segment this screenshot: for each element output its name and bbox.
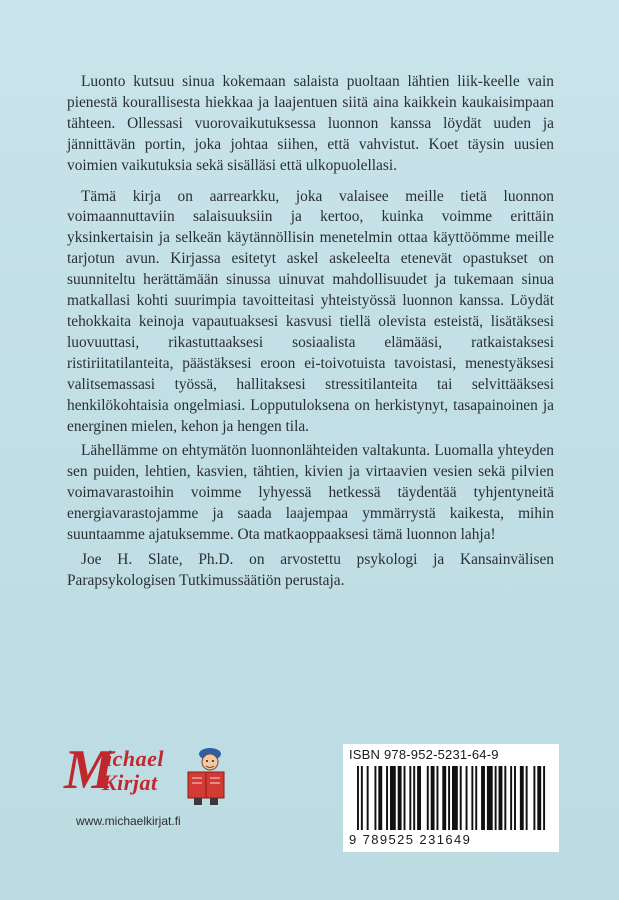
publisher-logo bbox=[62, 739, 232, 842]
logo-initial: M bbox=[64, 739, 114, 801]
blurb-paragraph-1: Luonto kutsuu sinua kokemaan salaista puoltaan lähtien liik-keelle vain pienestä kourallisesta hiekkaa ja laajentuen siitä aina kaikkein kaukaisimpaan tähteen. Ollessasi vuorovaikutuksessa luonnon kanssa löydät uuden ja jännittävän portin, joka johtaa siihen, että vahvistut. Koet täysin uusien voimien vaikutuksia sekä sisälläsi että ulkopuolellasi. bbox=[67, 73, 554, 174]
barcode-icon bbox=[357, 766, 547, 830]
reading-figure-icon bbox=[180, 742, 232, 806]
author-bio: Joe H. Slate, Ph.D. on arvostettu psykologi ja Kansainvälisen Parapsykologisen Tutkimussäätiön perustaja. bbox=[67, 550, 554, 589]
logo-word-top: ichael bbox=[106, 746, 164, 771]
isbn-barcode-box bbox=[343, 744, 559, 852]
blurb-paragraph-3: Lähellämme on ehtymätön luonnonlähteiden valtakunta. Luomalla yhteyden sen puiden, lehtien, kasvien, tähtien, kivien ja virtaavien vesien sekä pilvien voimavarastoihin voimme lyhyessä hetkessä täydentää tyhjentyneitä energiavarastojamme ja saada laajempaa ymmärrystä kaikesta, mihin suuntaamme ajatuksemme. Ota matkaoppaaksesi tämä luonnon lahja! bbox=[67, 442, 554, 544]
barcode-digits: 9 789525 231649 bbox=[349, 832, 472, 847]
blurb-paragraph-2: Tämä kirja on aarrearkku, joka valaisee meille tietä luonnon voimaannuttaviin salaisuuksiin ja kertoo, kuinka voimme erittäin yksinkertaisin ja selkeän käytännöllisin menetelmin ottaa käyttöömme meille tarjotun avun. Kirjassa esitetyt askel askeleelta etenevät opastukset on suunniteltu herättämään sinussa uinuvat mahdollisuudet ja tukemaan sinua matkallasi kohti suurimpia tavoitteitasi yhteistyössä luonnon kanssa. Löydät tehokkaita keinoja vapautuaksesi kasvusi tiellä olevista esteistä, lisätäksesi luovuuttasi, rikastuttaaksesi sosiaalista elämääsi, ratkaistaksesi ristiriitatilanteita, päästäksesi eroon ei-toivotuista tavoistasi, menestyäksesi valitsemassasi työssä, hallitaksesi stressitilanteita tai selvittääksesi henkilökohtaisia ongelmiasi. Lopputuloksena on herkistynyt, tasapainoinen ja energinen mielen, kehon ja hengen tila. bbox=[67, 187, 554, 435]
publisher-website: www.michaelkirjat.fi bbox=[76, 814, 181, 828]
isbn-label: ISBN 978-952-5231-64-9 bbox=[349, 747, 499, 762]
blurb-text bbox=[67, 72, 554, 592]
logo-word-bottom: Kirjat bbox=[102, 770, 158, 795]
